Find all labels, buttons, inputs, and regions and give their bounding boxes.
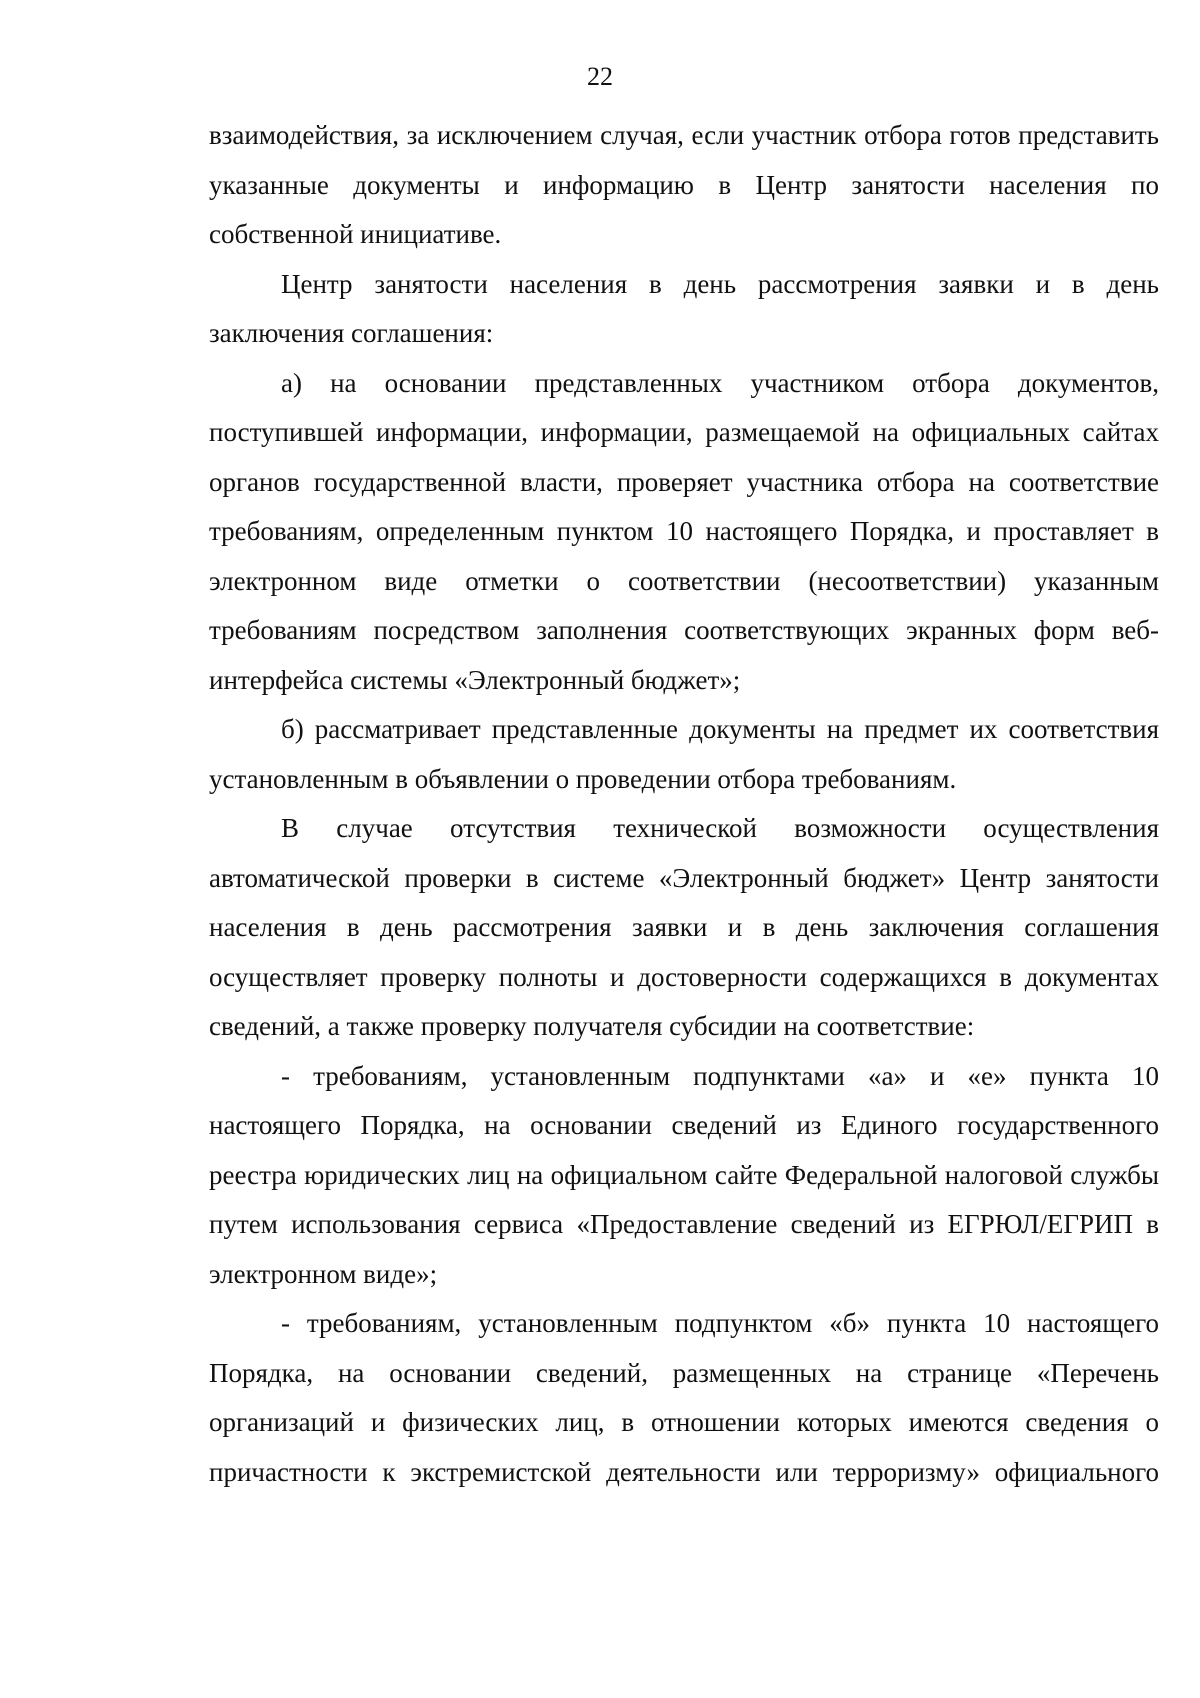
document-body (209, 111, 1159, 1497)
paragraph-requirement-extremism-list: - требованиям, установленным подпунктом «б» пункта 10 настоящего Порядка, на основании сведений, размещенных на странице «Перечень организаций и физических лиц, в отношении которых имеются сведения о причастности к экстремистской деятельности или терроризму» официального (209, 1308, 1159, 1487)
paragraph-item-b: б) рассматривает представленные документы на предмет их соответствия установленным в объявлении о проведении отбора требованиям. (209, 714, 1159, 794)
page-number: 22 (587, 62, 613, 91)
paragraph-employment-center-duties: Центр занятости населения в день рассмотрения заявки и в день заключения соглашения: (209, 268, 1159, 348)
paragraph-manual-check: В случае отсутствия технической возможности осуществления автоматической проверки в системе «Электронный бюджет» Центр занятости населения в день рассмотрения заявки и в день заключения соглашения осуществляет проверку полноты и достоверности содержащихся в документах сведений, а также проверку получателя субсидии на соответствие: (209, 813, 1159, 1041)
paragraph-item-a: а) на основании представленных участником отбора документов, поступившей информации, информации, размещаемой на официальных сайтах органов государственной власти, проверяет участника отбора на соответствие требованиям, определенным пунктом 10 настоящего Порядка, и проставляет в электронном виде отметки о соответствии (несоответствии) указанным требованиям посредством заполнения соответствующих экранных форм веб-интерфейса системы «Электронный бюджет»; (209, 367, 1159, 695)
paragraph-continuation: взаимодействия, за исключением случая, если участник отбора готов представить указанные документы и информацию в Центр занятости населения по собственной инициативе. (209, 120, 1159, 249)
paragraph-requirement-egrul: - требованиям, установленным подпунктами «а» и «е» пункта 10 настоящего Порядка, на основании сведений из Единого государственного реестра юридических лиц на официальном сайте Федеральной налоговой службы путем использования сервиса «Предоставление сведений из ЕГРЮЛ/ЕГРИП в электронном виде»; (209, 1060, 1159, 1289)
